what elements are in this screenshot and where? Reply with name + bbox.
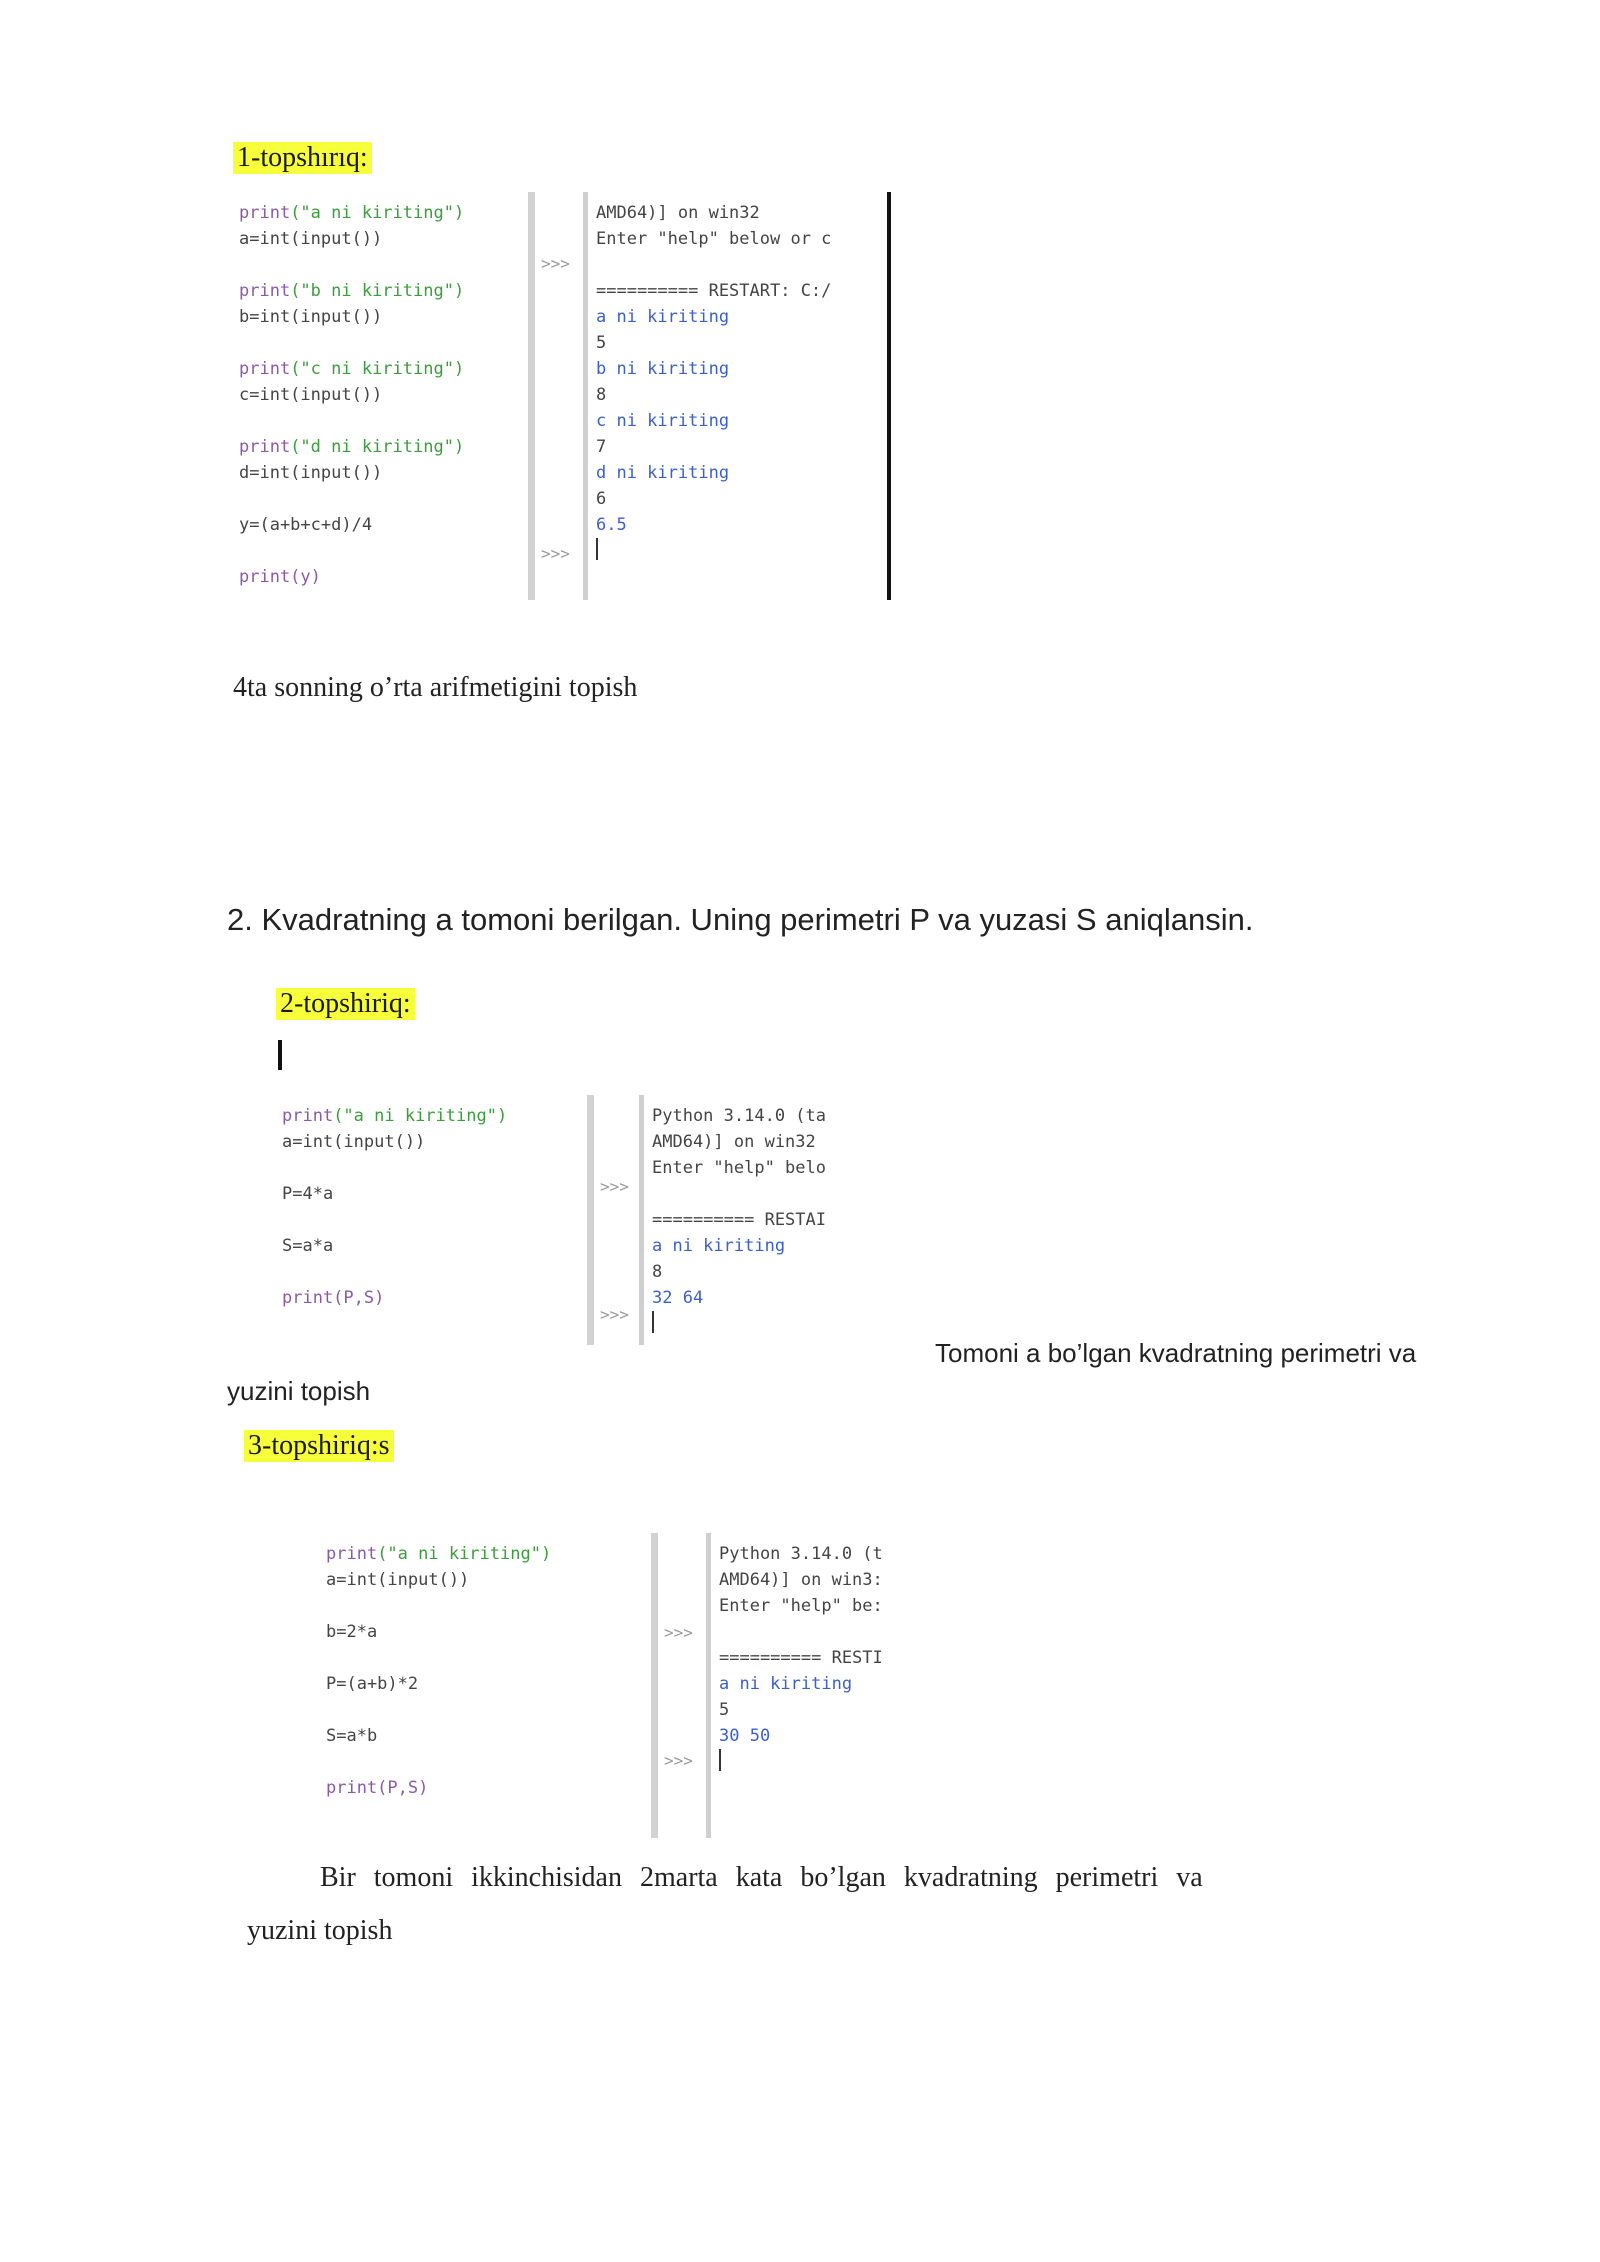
code-token: print(P,S) [282,1288,385,1308]
code-line [326,1541,647,1567]
code-line [239,564,524,590]
shell-line: AMD64)] on win3: [719,1570,883,1590]
code-line [326,1645,647,1671]
code-line [239,200,524,226]
code-token: y=(a+b+c+d)/4 [239,515,373,535]
shell-line: a ni kiriting [719,1674,853,1694]
task2-label-text: 2-topshiriq: [276,988,415,1020]
shell-prompt: >>> [664,1751,693,1770]
shell-line: 7 [596,437,607,457]
code-line [326,1775,647,1801]
task3-code-editor [320,1533,658,1838]
code-line [239,434,524,460]
code-line [326,1723,647,1749]
code-string: ("a ni kiriting") [377,1544,552,1564]
shell-prompt: >>> [600,1177,629,1196]
code-line [326,1671,647,1697]
task2-shell-output [644,1095,856,1345]
shell-line: Enter "help" below or c [596,229,832,249]
code-line [239,512,524,538]
task2-caption-line2: yuzini topish [227,1376,371,1406]
shell-line: b ni kiriting [596,359,730,379]
shell-line: 32 64 [652,1288,704,1308]
task1-shell-output [588,192,891,600]
shell-line: d ni kiriting [596,463,730,483]
code-line [239,460,524,486]
task3-screenshot [320,1533,918,1838]
task3-code [326,1541,647,1801]
task2-screenshot [276,1095,856,1345]
shell-line: 6.5 [596,515,627,535]
code-line [239,252,524,278]
code-token: S=a*b [326,1726,378,1746]
task1-code-editor [233,192,535,600]
code-line [282,1155,583,1181]
code-line [282,1207,583,1233]
task2-shell-lines [652,1103,856,1311]
code-token: S=a*a [282,1236,334,1256]
shell-line: a ni kiriting [652,1236,786,1256]
shell-line: ========== RESTART: C:/ [596,281,832,301]
task3-shell-output [711,1533,918,1838]
task1-caption: 4ta sonning o’rta arifmetigini topish [233,672,638,703]
code-token: a=int(input()) [326,1570,470,1590]
code-line [326,1697,647,1723]
task3-caption-line2: yuzini topish [247,1915,393,1946]
code-line [239,538,524,564]
shell-prompt: >>> [541,254,570,273]
code-line [239,330,524,356]
code-token: a=int(input()) [282,1132,426,1152]
shell-line [719,1619,918,1645]
code-line [326,1749,647,1775]
task3-caption-line1: Bir tomoni ikkinchisidan 2marta kata bo’lgan kvadratning perimetri va [320,1862,1203,1893]
code-line [282,1181,583,1207]
code-line [239,486,524,512]
shell-line [596,252,887,278]
shell-line: Python 3.14.0 (ta [652,1106,826,1126]
shell-line: Enter "help" be: [719,1596,883,1616]
code-token: b=2*a [326,1622,378,1642]
task2-heading: 2. Kvadratning a tomoni berilgan. Uning perimetri P va yuzasi S aniqlansin. [227,902,1254,937]
code-token: P=(a+b)*2 [326,1674,419,1694]
shell-prompt: >>> [664,1623,693,1642]
code-string: ("a ni kiriting") [290,203,465,223]
code-token: c=int(input()) [239,385,383,405]
code-line [239,226,524,252]
shell-prompt: >>> [600,1305,629,1324]
code-token: a=int(input()) [239,229,383,249]
shell-line: Python 3.14.0 (t [719,1544,883,1564]
code-line [282,1259,583,1285]
code-line [282,1233,583,1259]
code-token: P=4*a [282,1184,334,1204]
code-token: print(y) [239,567,321,587]
code-line [326,1567,647,1593]
shell-line: Enter "help" belo [652,1158,826,1178]
task2-label [276,988,415,1020]
code-line [239,382,524,408]
task1-label-text: 1-topshırıq: [233,142,372,174]
text-cursor [652,1311,654,1333]
code-string: ("c ni kiriting") [290,359,465,379]
shell-line: AMD64)] on win32 [596,203,760,223]
shell-line: ========== RESTI [719,1648,883,1668]
text-cursor [719,1749,721,1771]
shell-line: 8 [596,385,607,405]
shell-line: 6 [596,489,607,509]
task2-caption-line1: Tomoni a bo’lgan kvadratning perimetri va [935,1338,1417,1368]
code-token: print [239,281,291,301]
code-token: print [239,437,291,457]
shell-prompt: >>> [541,544,570,563]
task2-code [282,1103,583,1311]
code-line [239,356,524,382]
task2-prompt-gutter [594,1095,644,1345]
shell-line [652,1181,856,1207]
code-line [239,278,524,304]
shell-line: 8 [652,1262,663,1282]
code-token: b=int(input()) [239,307,383,327]
code-string: ("a ni kiriting") [333,1106,508,1126]
task1-code [239,200,524,590]
shell-line: a ni kiriting [596,307,730,327]
text-cursor [596,538,598,560]
code-token: print [282,1106,334,1126]
task3-label [244,1430,394,1462]
task2-code-editor [276,1095,594,1345]
code-token: print [239,359,291,379]
task3-shell-lines [719,1541,918,1749]
code-line [282,1103,583,1129]
code-string: ("d ni kiriting") [290,437,465,457]
code-line [282,1285,583,1311]
code-token: d=int(input()) [239,463,383,483]
task1-label [233,142,372,174]
code-line [239,304,524,330]
text-cursor [278,1040,282,1070]
shell-line: 5 [596,333,607,353]
code-line [326,1593,647,1619]
code-string: ("b ni kiriting") [290,281,465,301]
code-line [326,1619,647,1645]
task3-prompt-gutter [658,1533,711,1838]
code-line [239,408,524,434]
task3-label-text: 3-topshiriq:s [244,1430,394,1462]
shell-line: ========== RESTAI [652,1210,826,1230]
shell-line: AMD64)] on win32 [652,1132,816,1152]
task1-shell-lines [596,200,887,538]
shell-line: 5 [719,1700,730,1720]
shell-line: 30 50 [719,1726,771,1746]
shell-line: c ni kiriting [596,411,730,431]
code-line [282,1129,583,1155]
code-token: print [326,1544,378,1564]
task1-screenshot [233,192,891,600]
task1-prompt-gutter [535,192,588,600]
code-token: print [239,203,291,223]
code-token: print(P,S) [326,1778,429,1798]
